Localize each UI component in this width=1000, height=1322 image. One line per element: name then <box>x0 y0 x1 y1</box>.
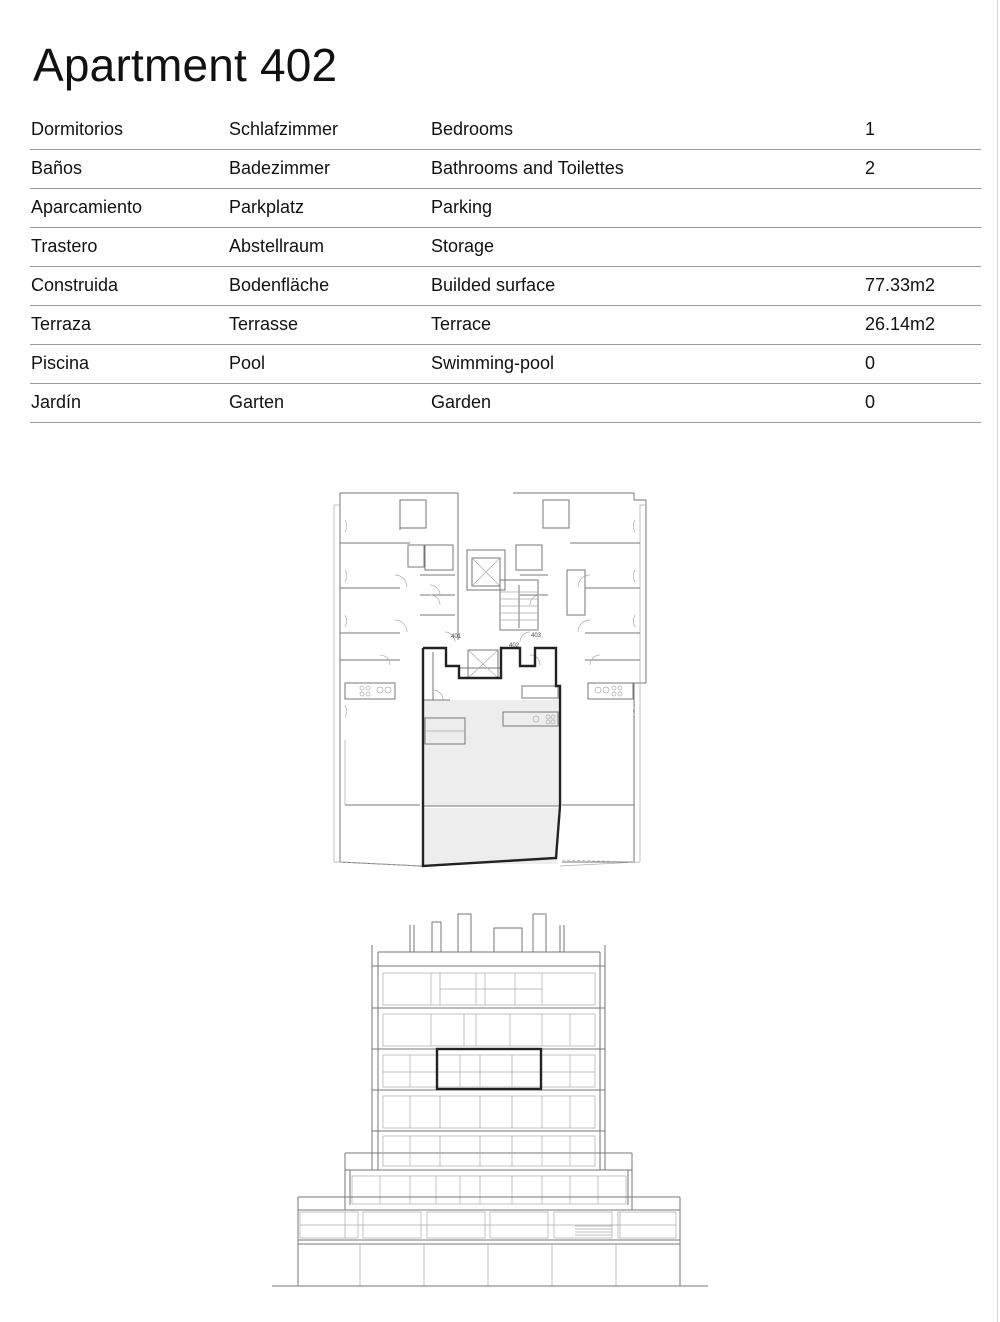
spec-label-de: Abstellraum <box>229 236 325 256</box>
spec-value: 26.14m2 <box>865 314 936 334</box>
spec-label-es: Baños <box>31 158 83 178</box>
spec-label-de: Terrasse <box>229 314 299 334</box>
spec-value: 0 <box>865 353 876 373</box>
spec-label-es: Dormitorios <box>31 119 124 139</box>
page-title: Apartment 402 <box>33 39 338 91</box>
floor-plan <box>334 493 646 866</box>
spec-label-en: Terrace <box>431 314 492 334</box>
spec-label-en: Bedrooms <box>431 119 514 139</box>
spec-label-es: Jardín <box>31 392 82 412</box>
spec-label-de: Pool <box>229 353 266 373</box>
spec-label-en: Bathrooms and Toilettes <box>431 158 624 178</box>
spec-value: 77.33m2 <box>865 275 936 295</box>
building-elevation <box>272 914 708 1286</box>
spec-value: 1 <box>865 119 876 139</box>
spec-label-de: Garten <box>229 392 285 412</box>
spec-label-de: Parkplatz <box>229 197 305 217</box>
spec-label-de: Bodenfläche <box>229 275 330 295</box>
spec-label-es: Construida <box>31 275 119 295</box>
spec-label-es: Trastero <box>31 236 98 256</box>
spec-label-en: Garden <box>431 392 492 412</box>
spec-label-es: Aparcamiento <box>31 197 143 217</box>
spec-value: 0 <box>865 392 876 412</box>
spec-label-de: Badezimmer <box>229 158 331 178</box>
spec-label-es: Piscina <box>31 353 90 373</box>
spec-label-es: Terraza <box>31 314 92 334</box>
spec-label-en: Storage <box>431 236 495 256</box>
unit-label-402: 402 <box>509 643 520 649</box>
spec-label-en: Parking <box>431 197 493 217</box>
spec-value: 2 <box>865 158 876 178</box>
spec-label-en: Builded surface <box>431 275 556 295</box>
spec-label-de: Schlafzimmer <box>229 119 339 139</box>
unit-label-403: 403 <box>531 633 542 639</box>
spec-label-en: Swimming-pool <box>431 353 555 373</box>
unit-label-401: 401 <box>451 634 462 640</box>
